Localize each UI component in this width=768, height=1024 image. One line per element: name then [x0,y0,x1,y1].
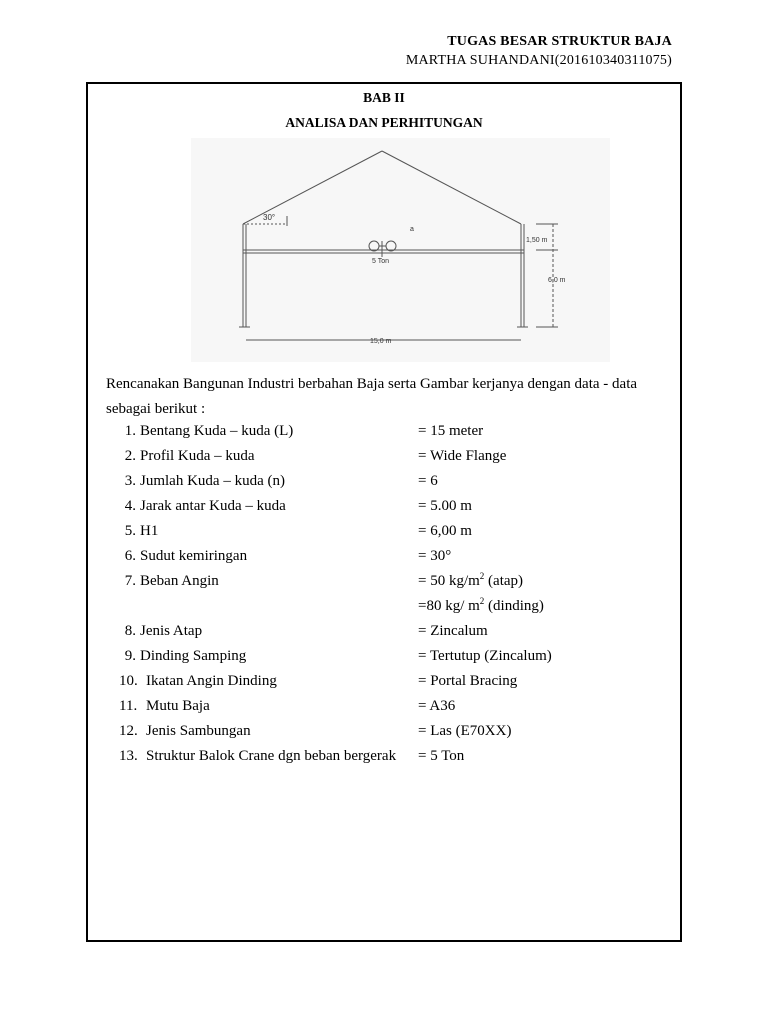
item-value [418,444,506,469]
item-value-text: = 50 kg/m [418,573,480,589]
item-value [418,494,472,519]
item-number: 7. [124,573,136,589]
list-item [114,619,674,644]
item-number: 8. [124,623,136,639]
item-label: Beban Angin [140,573,219,589]
item-value-exponent: 2 [479,596,485,606]
item-value [418,719,511,744]
content-frame [86,82,682,942]
item-value-text: = 30° [418,548,452,564]
item-value-text: = Tertutup (Zincalum) [418,648,552,664]
header-author: MARTHA SUHANDANI(201610340311075) [405,53,672,68]
item-number: 3. [124,473,136,489]
item-label: Jumlah Kuda – kuda (n) [140,473,285,489]
item-value [418,644,552,669]
item-value-text: = Portal Bracing [418,673,518,689]
item-label: H1 [140,523,159,539]
item-value [418,544,451,569]
item-value [418,694,455,719]
item-label: Jarak antar Kuda – kuda [140,498,286,514]
item-number: 9. [124,648,136,664]
list-item [114,594,674,619]
structure-figure [191,138,610,362]
crane-load-label: 5 Ton [372,258,389,265]
item-label: Dinding Samping [140,648,247,664]
item-value-text: = 6 [418,473,438,489]
list-item [114,644,674,669]
item-label: Mutu Baja [146,698,210,714]
item-number: 6. [124,548,136,564]
item-value-text: =80 kg/ m [418,598,480,614]
angle-label: 30° [263,213,276,222]
item-value-text: = Zincalum [418,623,488,639]
item-number: 4. [124,498,136,514]
item-number: 12. [119,723,138,739]
item-value-text: = Las (E70XX) [418,723,512,739]
height-top-label: 1,50 m [526,237,548,244]
list-item [114,519,674,544]
header-title: TUGAS BESAR STRUKTUR BAJA [447,34,672,49]
item-number: 10. [119,673,138,689]
item-number: 5. [124,523,136,539]
item-value [418,594,544,619]
item-label: Sudut kemiringan [140,548,248,564]
item-value-text: = A36 [418,698,456,714]
list-item [114,744,674,769]
truss-diagram [191,138,610,362]
item-value [418,619,488,644]
item-value [418,569,523,594]
item-label: Struktur Balok Crane dgn beban bergerak [146,748,397,764]
list-item [114,444,674,469]
list-item [114,544,674,569]
item-value-text: = 5 Ton [418,748,465,764]
page-header [406,34,672,69]
item-value-text: = 5.00 m [418,498,472,514]
list-item [114,419,674,444]
item-label: Ikatan Angin Dinding [146,673,277,689]
item-value-text: = Wide Flange [418,448,507,464]
item-number: 13. [119,748,138,764]
chapter-heading: ANALISA DAN PERHITUNGAN [285,115,483,130]
item-value-exponent: 2 [479,571,485,581]
span-label: 15,0 m [370,338,392,345]
item-value-suffix: (atap) [484,573,524,589]
item-value [418,669,517,694]
chapter-title: BAB II [363,90,405,105]
figure-marker: a [410,226,414,233]
list-item [114,469,674,494]
item-value [418,419,483,444]
design-data-list [114,419,674,769]
list-item [114,694,674,719]
item-label: Jenis Sambungan [146,723,251,739]
list-item [114,669,674,694]
item-number: 11. [119,698,138,714]
item-value-suffix: (dinding) [484,598,544,614]
list-item [114,494,674,519]
item-value [418,469,438,494]
item-value-text: = 6,00 m [418,523,472,539]
list-item [114,569,674,594]
list-item [114,719,674,744]
height-label: 6,0 m [548,277,566,284]
item-label: Profil Kuda – kuda [140,448,255,464]
item-label: Bentang Kuda – kuda (L) [140,423,294,439]
item-value-text: = 15 meter [418,423,484,439]
item-number: 2. [124,448,136,464]
item-value [418,519,472,544]
intro-paragraph: Rencanakan Bangunan Industri berbahan Baja serta Gambar kerjanya dengan data - data sebagai berikut : [106,376,638,417]
item-value [418,744,464,769]
item-label: Jenis Atap [140,623,203,639]
item-number: 1. [124,423,136,439]
